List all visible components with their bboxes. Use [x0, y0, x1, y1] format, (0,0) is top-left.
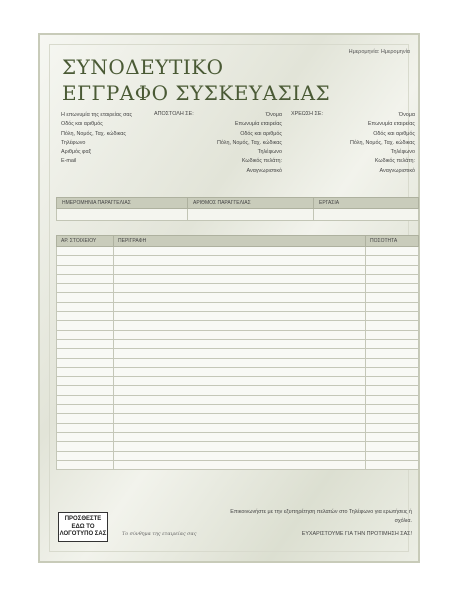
quantity-cell[interactable] [366, 330, 419, 339]
item-number-cell[interactable] [57, 405, 114, 414]
description-cell[interactable] [114, 423, 366, 432]
quantity-cell[interactable] [366, 265, 419, 274]
quantity-cell[interactable] [366, 349, 419, 358]
item-number-cell[interactable] [57, 284, 114, 293]
item-number-cell[interactable] [57, 442, 114, 451]
item-number-cell[interactable] [57, 414, 114, 423]
item-number-cell[interactable] [57, 432, 114, 441]
description-cell[interactable] [114, 405, 366, 414]
item-number-cell[interactable] [57, 339, 114, 348]
ship-to-name[interactable]: Όνομα [265, 112, 282, 118]
bill-to-name[interactable]: Όνομα [398, 112, 415, 118]
order-number-cell[interactable] [188, 209, 314, 221]
item-rows [57, 247, 419, 470]
description-cell[interactable] [114, 339, 366, 348]
quantity-cell[interactable] [366, 302, 419, 311]
bill-to-info [313, 111, 415, 176]
table-row [57, 386, 419, 395]
quantity-cell[interactable] [366, 274, 419, 283]
quantity-cell[interactable] [366, 432, 419, 441]
description-cell[interactable] [114, 256, 366, 265]
quantity-cell[interactable] [366, 247, 419, 256]
bill-to-customer-id[interactable]: Κωδικός πελάτη: [374, 158, 415, 165]
quantity-cell[interactable] [366, 460, 419, 469]
description-cell[interactable] [114, 274, 366, 283]
order-date-cell[interactable] [57, 209, 188, 221]
description-cell[interactable] [114, 442, 366, 451]
item-number-cell[interactable] [57, 321, 114, 330]
description-cell[interactable] [114, 312, 366, 321]
description-cell[interactable] [114, 302, 366, 311]
table-row [57, 349, 419, 358]
description-cell[interactable] [114, 265, 366, 274]
document-title [62, 54, 330, 106]
description-cell[interactable] [114, 377, 366, 386]
table-row [57, 451, 419, 460]
item-number-cell[interactable] [57, 451, 114, 460]
table-row [57, 405, 419, 414]
table-row [57, 312, 419, 321]
item-number-cell[interactable] [57, 460, 114, 469]
quantity-cell[interactable] [366, 321, 419, 330]
table-row [57, 423, 419, 432]
quantity-cell[interactable] [366, 367, 419, 376]
table-row [57, 432, 419, 441]
quantity-cell[interactable] [366, 339, 419, 348]
table-row [57, 284, 419, 293]
bill-to-phone[interactable]: Τηλέφωνο [390, 149, 415, 156]
table-row [57, 414, 419, 423]
ship-to-customer-id[interactable]: Κωδικός πελάτη: [241, 158, 282, 165]
table-row [57, 395, 419, 404]
description-cell[interactable] [114, 293, 366, 302]
items-table [56, 235, 419, 470]
description-cell[interactable] [114, 414, 366, 423]
table-row [57, 442, 419, 451]
item-number-cell[interactable] [57, 377, 114, 386]
description-cell[interactable] [114, 451, 366, 460]
item-number-cell[interactable] [57, 256, 114, 265]
company-street[interactable]: Οδός και αριθμός [61, 121, 103, 128]
bill-to-street[interactable]: Οδός και αριθμός [373, 130, 415, 137]
item-number-cell[interactable] [57, 367, 114, 376]
company-city[interactable]: Πόλη, Νομός, Ταχ. κώδικας [61, 130, 126, 137]
bill-to-identifier[interactable]: Αναγνωριστικό [379, 167, 415, 174]
description-cell[interactable] [114, 330, 366, 339]
table-row [57, 339, 419, 348]
item-number-header: ΑΡ. ΣΤΟΙΧΕΙΟΥ [57, 236, 114, 247]
ship-to-company[interactable]: Επωνυμία εταιρείας [234, 121, 282, 128]
description-cell[interactable] [114, 284, 366, 293]
item-number-cell[interactable] [57, 423, 114, 432]
item-number-cell[interactable] [57, 349, 114, 358]
table-row [57, 367, 419, 376]
contact-note: Επικοινωνήστε με την εξυπηρέτηση πελατών στο Τηλέφωνο για ερωτήσεις ή σχόλια. [230, 509, 412, 524]
company-email[interactable]: E-mail [61, 158, 77, 165]
bill-to-city[interactable]: Πόλη, Νομός, Ταχ. κώδικας [350, 139, 415, 146]
quantity-cell[interactable] [366, 451, 419, 460]
order-info-table [56, 197, 419, 221]
company-phone[interactable]: Τηλέφωνο [61, 139, 86, 146]
quantity-cell[interactable] [366, 442, 419, 451]
thank-you-note: ΕΥΧΑΡΙΣΤΟΥΜΕ ΓΙΑ ΤΗΝ ΠΡΟΤΙΜΗΣΗ ΣΑΣ! [301, 531, 412, 537]
date-line [349, 49, 410, 55]
bill-to-company[interactable]: Επωνυμία εταιρείας [367, 121, 415, 128]
title-line-1: ΣΥΝΟΔΕΥΤΙΚΟ [62, 55, 224, 79]
item-number-cell[interactable] [57, 330, 114, 339]
quantity-cell[interactable] [366, 405, 419, 414]
table-row [57, 302, 419, 311]
table-row [57, 274, 419, 283]
item-number-cell[interactable] [57, 386, 114, 395]
description-cell[interactable] [114, 367, 366, 376]
company-slogan[interactable]: Το σύνθημα της εταιρείας σας [122, 532, 197, 537]
job-cell[interactable] [314, 209, 419, 221]
ship-to-city[interactable]: Πόλη, Νομός, Ταχ. κώδικας [217, 139, 282, 146]
table-row [57, 265, 419, 274]
table-row [57, 460, 419, 469]
table-row [57, 256, 419, 265]
item-number-cell[interactable] [57, 395, 114, 404]
ship-to-heading: ΑΠΟΣΤΟΛΗ ΣΕ: [154, 111, 194, 117]
quantity-header: ΠΟΣΟΤΗΤΑ [366, 236, 419, 247]
order-date-header: ΗΜΕΡΟΜΗΝΙΑ ΠΑΡΑΓΓΕΛΙΑΣ [57, 198, 188, 209]
ship-to-phone[interactable]: Τηλέφωνο [257, 149, 282, 156]
quantity-cell[interactable] [366, 358, 419, 367]
description-cell[interactable] [114, 349, 366, 358]
item-number-cell[interactable] [57, 358, 114, 367]
quantity-cell[interactable] [366, 423, 419, 432]
quantity-cell[interactable] [366, 293, 419, 302]
item-number-cell[interactable] [57, 274, 114, 283]
company-name[interactable]: Η επωνυμία της εταιρείας σας [61, 112, 133, 118]
description-cell[interactable] [114, 358, 366, 367]
bill-to-heading: ΧΡΕΩΣΗ ΣΕ: [291, 111, 323, 117]
item-number-cell[interactable] [57, 265, 114, 274]
order-number-header: ΑΡΙΘΜΟΣ ΠΑΡΑΓΓΕΛΙΑΣ [188, 198, 314, 209]
quantity-cell[interactable] [366, 414, 419, 423]
title-line-2: ΕΓΓΡΑΦΟ ΣΥΣΚΕΥΑΣΙΑΣ [62, 81, 331, 105]
item-number-cell[interactable] [57, 312, 114, 321]
table-row [57, 358, 419, 367]
quantity-cell[interactable] [366, 256, 419, 265]
description-cell[interactable] [114, 247, 366, 256]
description-cell[interactable] [114, 386, 366, 395]
company-info [61, 111, 132, 167]
table-row [57, 293, 419, 302]
item-number-cell[interactable] [57, 293, 114, 302]
description-cell[interactable] [114, 460, 366, 469]
logo-placeholder[interactable]: ΠΡΟΣΘΕΣΤΕ ΕΔΩ ΤΟ ΛΟΓΟΤΥΠΟ ΣΑΣ [58, 512, 108, 542]
quantity-cell[interactable] [366, 284, 419, 293]
quantity-cell[interactable] [366, 377, 419, 386]
description-cell[interactable] [114, 432, 366, 441]
date-value[interactable]: Ημερομηνία [380, 49, 410, 55]
quantity-cell[interactable] [366, 395, 419, 404]
item-number-cell[interactable] [57, 247, 114, 256]
job-header: ΕΡΓΑΣΙΑ [314, 198, 419, 209]
ship-to-street[interactable]: Οδός και αριθμός [240, 130, 282, 137]
table-row [57, 247, 419, 256]
description-header: ΠΕΡΙΓΡΑΦΗ [114, 236, 366, 247]
ship-to-identifier[interactable]: Αναγνωριστικό [246, 167, 282, 174]
table-row [57, 377, 419, 386]
quantity-cell[interactable] [366, 386, 419, 395]
table-row [57, 321, 419, 330]
description-cell[interactable] [114, 321, 366, 330]
description-cell[interactable] [114, 395, 366, 404]
date-label: Ημερομηνία: [348, 49, 380, 55]
table-row [57, 330, 419, 339]
company-fax[interactable]: Αριθμός φαξ [61, 149, 92, 156]
ship-to-info [180, 111, 282, 176]
quantity-cell[interactable] [366, 312, 419, 321]
item-number-cell[interactable] [57, 302, 114, 311]
